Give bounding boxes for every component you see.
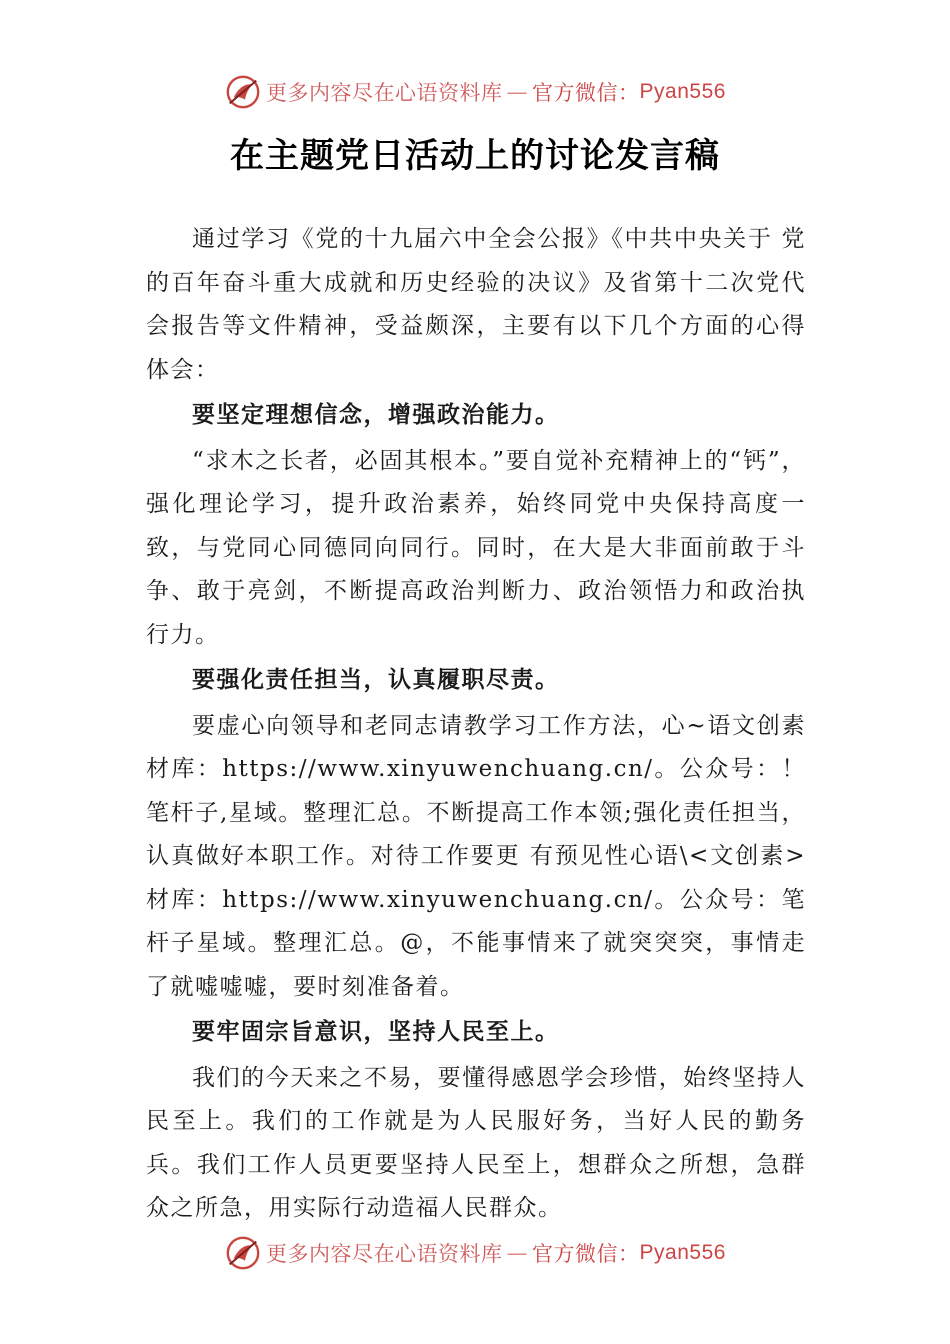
paragraph-intro: 通过学习《党的十九届六中全会公报》《中共中央关于 党的百年奋斗重大成就和历史经验的决议》及省第十二次党代会报告等文件精神，受益颇深，主要有以下几个方面的心得体会： [146,226,806,383]
banner-wechat-id: Pyan556 [639,80,726,103]
brand-logo-icon [224,73,262,111]
banner-wechat-label: 官方微信： [532,1242,640,1266]
banner-wechat-label: 官方微信： [532,81,640,105]
banner-text: 更多内容尽在心语资料库 [266,1242,503,1266]
footer-watermark [0,1231,950,1275]
section-heading-2: 要强化责任担当，认真履职尽责。 [192,667,560,693]
banner-separator: — [506,1241,529,1265]
banner-text: 更多内容尽在心语资料库 [266,81,503,105]
brand-logo-icon [224,1234,262,1272]
document-body [146,218,806,1232]
paragraph-1: “求木之长者，必固其根本。”要自觉补充精神上的“钙”，强化理论学习，提升政治素养，始终同党中央保持高度一致，与党同心同德同向同行。同时，在大是大非面前敢于斗争、敢于亮剑，不断提高政治判断力、政治领悟力和政治执行力。 [146,447,806,648]
paragraph-3: 我们的今天来之不易，要懂得感恩学会珍惜，始终坚持人民至上。我们的工作就是为人民服好务，当好人民的勤务兵。我们工作人员更要坚持人民至上，想群众之所想，急群众之所急，用实际行动造福人民群众。 [146,1064,806,1221]
banner-wechat-id: Pyan556 [639,1241,726,1264]
document-title: 在主题党日活动上的讨论发言稿 [230,136,720,176]
header-watermark [0,70,950,114]
banner-separator: — [506,80,529,104]
section-heading-1: 要坚定理想信念，增强政治能力。 [192,402,560,428]
paragraph-2: 要虚心向领导和老同志请教学习工作方法，心~语文创素材库：https://www.xinyuwenchuang.cn/。公众号：！笔杆子,星域。整理汇总。不断提高工作本领;强化责任担当，认真做好本职工作。对待工作要更 有预见性心语\<文创素>材库：https://www.xinyuwenchuang.cn/。公众号：笔杆子星域。整理汇总。@，不能事情来了就突突突，事情走了就嘘嘘嘘，要时刻准备着。 [146,712,806,1000]
section-heading-3: 要牢固宗旨意识，坚持人民至上。 [192,1019,560,1045]
